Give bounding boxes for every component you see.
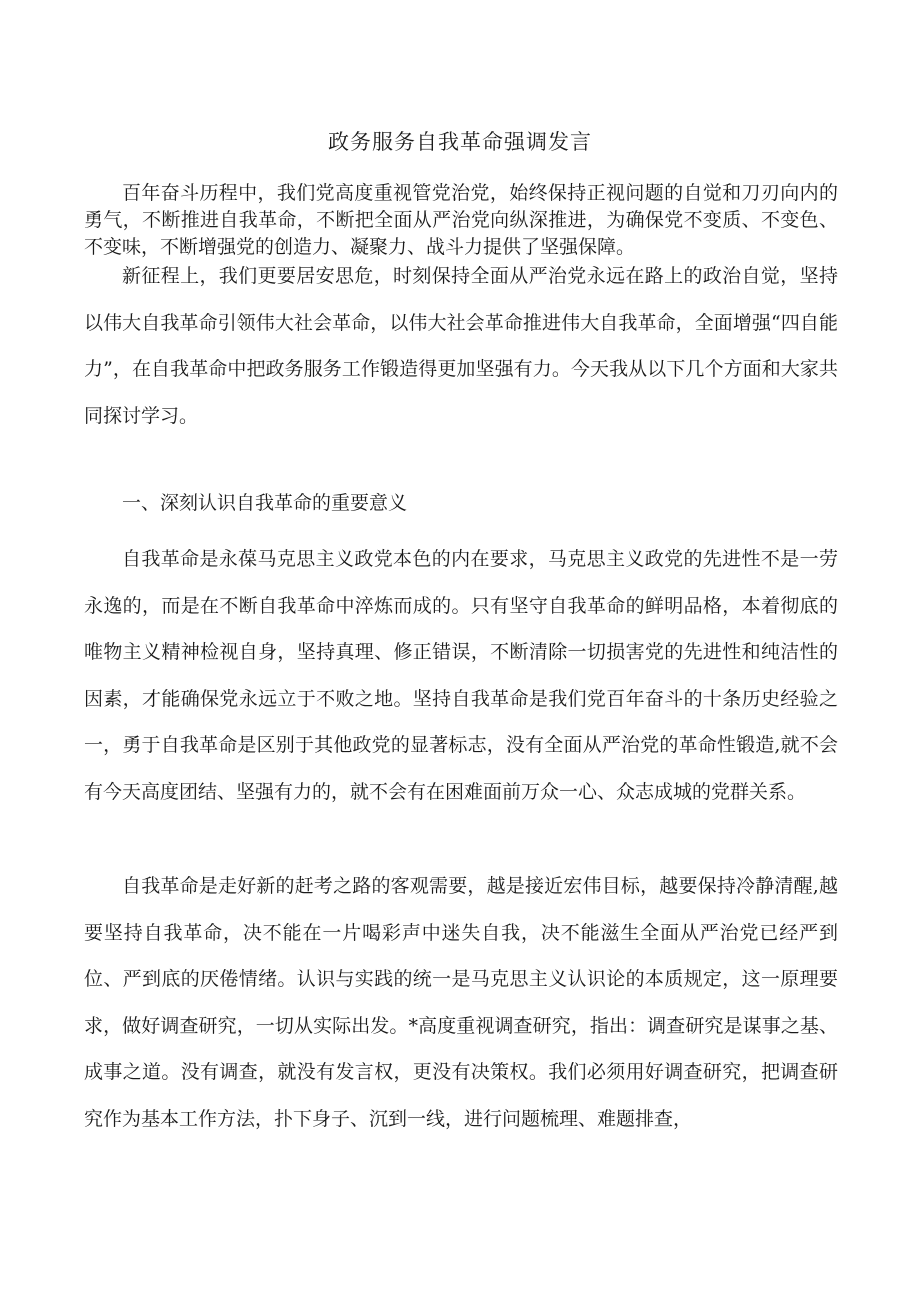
section-heading: 一、深刻认识自我革命的重要意义	[122, 492, 408, 514]
section-paragraph-1: 自我革命是永葆马克思主义政党本色的内在要求，马克思主义政党的先进性不是一劳永逸的，而是在不断自我革命中淬炼而成的。只有坚守自我革命的鲜明品格，本着彻底的唯物主义精神检视自身，坚持真理、修正错误，不断清除一切损害党的先进性和纯洁性的因素，才能确保党永远立于不败之地。坚持自我革命是我们党百年奋斗的十条历史经验之一，勇于自我革命是区别于其他政党的显著标志，没有全面从严治党的革命性锻造,就不会有今天高度团结、坚强有力的，就不会有在困难面前万众一心、众志成城的党群关系。	[84, 548, 838, 803]
document-title: 政务服务自我革命强调发言	[328, 130, 592, 154]
intro-paragraph-2: 新征程上，我们更要居安思危，时刻保持全面从严治党永远在路上的政治自觉，坚持以伟大自我革命引领伟大社会革命，以伟大社会革命推进伟大自我革命，全面增强“四自能力”，在自我革命中把政务服务工作锻造得更加坚强有力。今天我从以下几个方面和大家共同探讨学习。	[84, 265, 838, 427]
section-paragraph-2: 自我革命是走好新的赶考之路的客观需要，越是接近宏伟目标，越要保持冷静清醒,越要坚持自我革命，决不能在一片喝彩声中迷失自我，决不能滋生全面从严治党已经严到位、严到底的厌倦情绪。认识与实践的统一是马克思主义认识论的本质规定，这一原理要求，做好调查研究，一切从实际出发。*高度重视调查研究，指出：调查研究是谋事之基、成事之道。没有调查，就没有发言权，更没有决策权。我们必须用好调查研究，把调查研究作为基本工作方法，扑下身子、沉到一线，进行问题梳理、难题排查，	[84, 875, 838, 1130]
intro-paragraph-1: 百年奋斗历程中，我们党高度重视管党治党，始终保持正视问题的自觉和刀刃向内的勇气，不断推进自我革命，不断把全面从严治党向纵深推进，为确保党不变质、不变色、不变味，不断增强党的创造力、凝聚力、战斗力提供了坚强保障。	[84, 182, 838, 258]
